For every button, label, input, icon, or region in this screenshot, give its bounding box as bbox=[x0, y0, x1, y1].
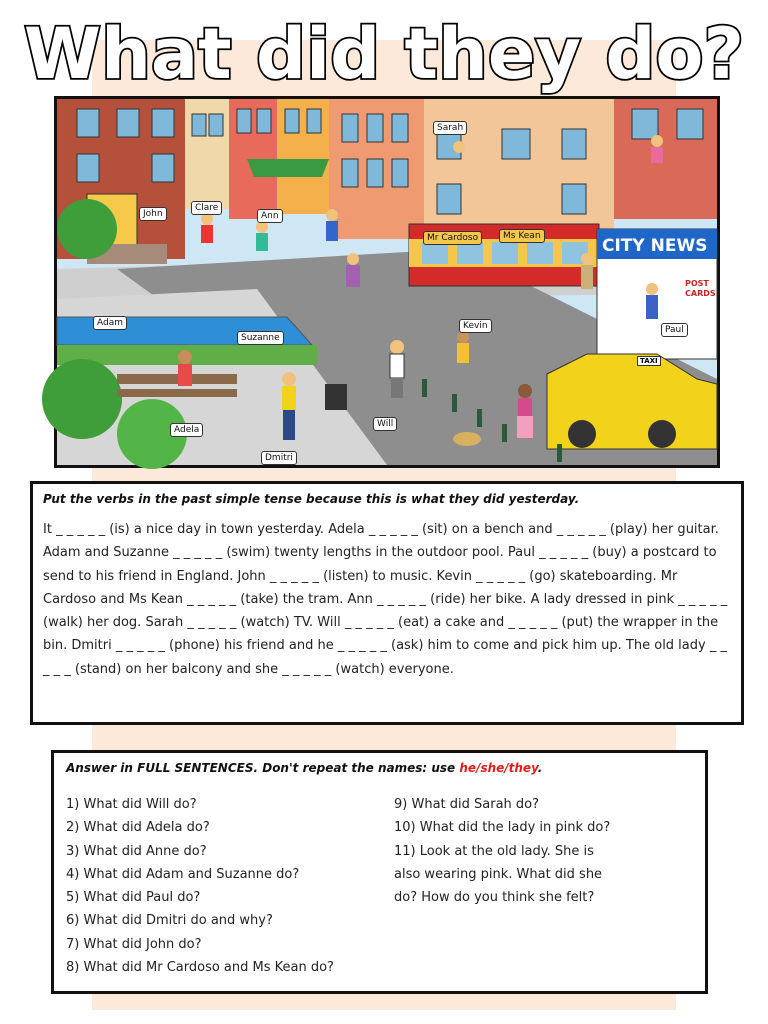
exercise-1-box bbox=[30, 481, 744, 725]
scene-sign-city-news: CITY NEWS bbox=[602, 236, 708, 256]
town-scene-illustration bbox=[54, 96, 720, 468]
scene-label-john: John bbox=[139, 207, 167, 221]
page-title-text: What did they do? bbox=[23, 13, 745, 95]
question-item: also wearing pink. What did she bbox=[394, 866, 603, 882]
scene-sign-taxi: TAXI bbox=[637, 356, 661, 366]
question-item: 1) What did Will do? bbox=[66, 797, 197, 812]
scene-label-dmitri: Dmitri bbox=[261, 451, 297, 465]
scene-label-mr-cardoso: Mr Cardoso bbox=[423, 231, 482, 245]
question-item: 8) What did Mr Cardoso and Ms Kean do? bbox=[66, 960, 334, 976]
scene-label-adela: Adela bbox=[170, 423, 203, 437]
exercise-1-gap-fill-text: It _ _ _ _ _ (is) a nice day in town yesterday. Adela _ _ _ _ _ (sit) on a bench and _ _ _ _ _ (play) her guitar. Adam and Suzanne _ _ _ _ _ (swim) twenty lengths in the outdoor pool. Paul _ _ _ _ _ (buy) a postcard to send to his friend in England. John _ _ _ _ _ (listen) to music. Kevin _ _ _ _ _ (go) skateboarding. Mr Cardoso and Ms Kean _ _ _ _ _ (take) the tram. Ann _ _ _ _ _ (ride) her bike. A lady dressed in pink _ _ _ _ _ (walk) her dog. Sarah _ _ _ _ _ (watch) TV. Will _ _ _ _ _ (eat) a cake and _ _ _ _ _ (put) the wrapper in the bin. Dmitri _ _ _ _ _ (phone) his friend and he _ _ _ _ _ (ask) him to come and pick him up. The old lady _ _ _ _ _ (stand) on her balcony and she _ _ _ _ _ (watch) everyone. bbox=[43, 522, 728, 677]
question-item: 5) What did Paul do? bbox=[66, 890, 201, 906]
exercise-1-instruction: Put the verbs in the past simple tense because this is what they did yesterday. bbox=[43, 492, 580, 506]
question-item: 7) What did John do? bbox=[66, 936, 202, 952]
scene-label-adam: Adam bbox=[93, 316, 127, 330]
exercise-2-instruction-text: Answer in FULL SENTENCES. Don't repeat the names: use bbox=[66, 761, 460, 775]
exercise-2-instruction-highlight: he/she/they bbox=[459, 761, 538, 775]
town-scene-drawing bbox=[57, 99, 717, 465]
scene-label-will: Will bbox=[373, 417, 397, 431]
question-item: do? How do you think she felt? bbox=[394, 890, 595, 906]
scene-label-sarah: Sarah bbox=[433, 121, 467, 135]
scene-label-paul: Paul bbox=[661, 323, 688, 337]
page-title bbox=[0, 6, 768, 95]
question-item: 4) What did Adam and Suzanne do? bbox=[66, 866, 300, 882]
question-item: 11) Look at the old lady. She is bbox=[394, 843, 594, 859]
exercise-2-box bbox=[51, 750, 708, 994]
scene-label-ann: Ann bbox=[257, 209, 283, 223]
question-item: 6) What did Dmitri do and why? bbox=[66, 913, 273, 929]
questions-right-column bbox=[394, 793, 610, 909]
question-item: 3) What did Anne do? bbox=[66, 843, 207, 859]
scene-label-ms-kean: Ms Kean bbox=[499, 229, 545, 243]
scene-label-suzanne: Suzanne bbox=[237, 331, 284, 345]
scene-sign-post-cards: POST CARDS bbox=[685, 279, 716, 298]
question-item: 10) What did the lady in pink do? bbox=[394, 820, 611, 836]
exercise-2-instruction-end: . bbox=[537, 761, 543, 775]
question-item: 9) What did Sarah do? bbox=[394, 797, 540, 812]
questions-left-column bbox=[66, 793, 334, 979]
question-item: 2) What did Adela do? bbox=[66, 820, 210, 836]
scene-label-clare: Clare bbox=[191, 201, 222, 215]
scene-label-kevin: Kevin bbox=[459, 319, 492, 333]
exercise-2-instruction bbox=[66, 761, 693, 775]
